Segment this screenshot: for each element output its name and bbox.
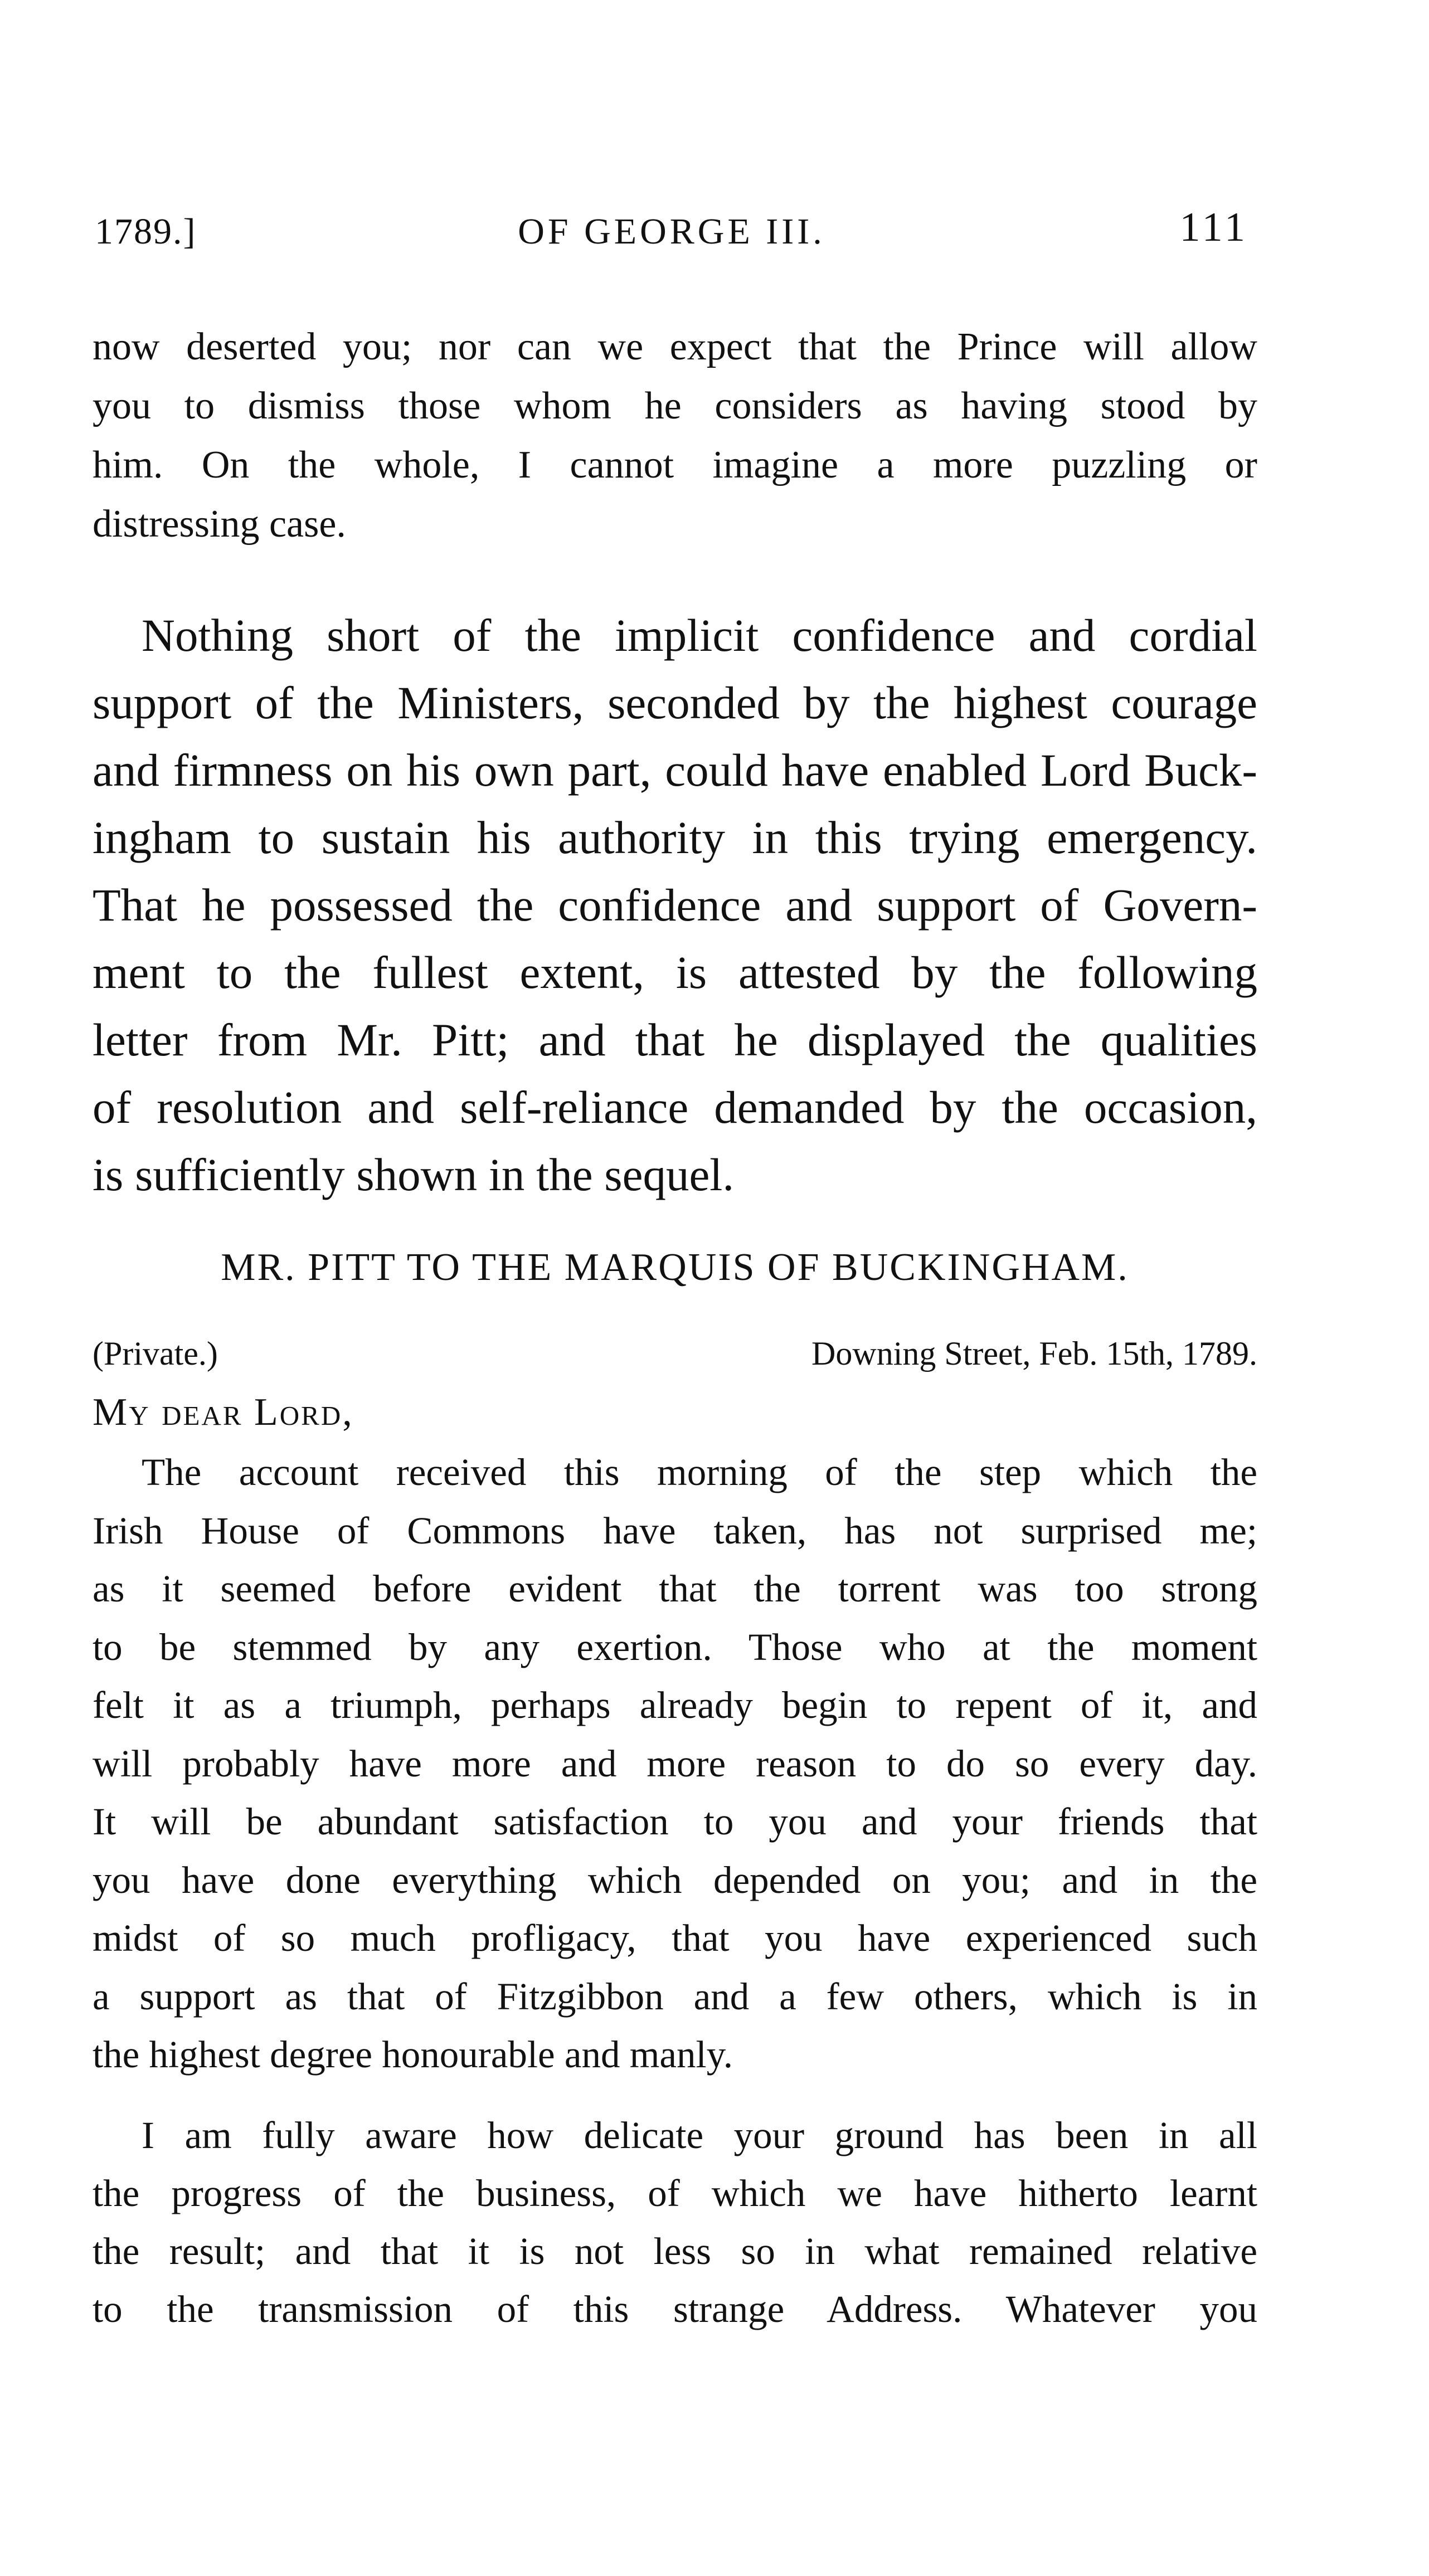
text-line: ingham to sustain his authority in this trying emergency. bbox=[93, 812, 1257, 863]
text-line: the result; and that it is not less so in what remained relative bbox=[93, 2230, 1257, 2272]
text-line: will probably have more and more reason to do so every day. bbox=[93, 1742, 1257, 1785]
text-line: you have done everything which depended on you; and in the bbox=[93, 1858, 1257, 1901]
text-line: felt it as a triumph, perhaps already begin to repent of it, and bbox=[93, 1684, 1257, 1726]
letter-salutation: My dear Lord, bbox=[93, 1391, 354, 1434]
text-line: Nothing short of the implicit confidence and cordial bbox=[142, 610, 1257, 661]
letter-dateline: Downing Street, Feb. 15th, 1789. bbox=[811, 1335, 1257, 1372]
text-line: Irish House of Commons have taken, has not surprised me; bbox=[93, 1509, 1257, 1552]
text-line: That he possessed the confidence and support of Govern- bbox=[93, 879, 1257, 931]
text-line: support of the Ministers, seconded by the highest courage bbox=[93, 677, 1257, 728]
text-line: you to dismiss those whom he considers as having stood by bbox=[93, 384, 1257, 427]
text-line: as it seemed before evident that the torrent was too strong bbox=[93, 1567, 1257, 1610]
paragraph-narrative bbox=[93, 602, 1257, 1209]
text-line: of resolution and self-reliance demanded by the occasion, bbox=[93, 1082, 1257, 1133]
letter-heading: MR. PITT TO THE MARQUIS OF BUCKINGHAM. bbox=[221, 1246, 1129, 1289]
text-line: him. On the whole, I cannot imagine a more puzzling or bbox=[93, 444, 1257, 486]
text-line: midst of so much profligacy, that you have experienced such bbox=[93, 1917, 1257, 1959]
text-line: to be stemmed by any exertion. Those who at the moment bbox=[93, 1625, 1257, 1668]
text-line: to the transmission of this strange Address. Whatever you bbox=[93, 2288, 1257, 2330]
text-line: is sufficiently shown in the sequel. bbox=[93, 1149, 735, 1200]
header-year: 1789.] bbox=[95, 211, 197, 252]
text-line: now deserted you; nor can we expect that the Prince will allow bbox=[93, 325, 1257, 368]
text-line: ment to the fullest extent, is attested by the following bbox=[93, 947, 1257, 998]
header-title: OF GEORGE III. bbox=[518, 211, 825, 252]
text-line: It will be abundant satisfaction to you and your friends that bbox=[93, 1800, 1257, 1843]
text-line: the progress of the business, of which we have hitherto learnt bbox=[93, 2172, 1257, 2214]
text-line: The account received this morning of the step which the bbox=[142, 1451, 1257, 1493]
letter-paragraph-2 bbox=[93, 2106, 1257, 2338]
text-line: distressing case. bbox=[93, 503, 346, 546]
running-header bbox=[95, 204, 1248, 272]
privacy-note: (Private.) bbox=[93, 1335, 218, 1372]
paragraph-continued bbox=[93, 318, 1257, 554]
text-line: and firmness on his own part, could have enabled Lord Buck- bbox=[93, 744, 1257, 796]
text-line: the highest degree honourable and manly. bbox=[93, 2033, 733, 2076]
text-line: I am fully aware how delicate your ground has been in all bbox=[142, 2114, 1257, 2156]
text-line: a support as that of Fitzgibbon and a few others, which is in bbox=[93, 1975, 1257, 2018]
letter-paragraph-1 bbox=[93, 1443, 1257, 2084]
page-number: 111 bbox=[1179, 204, 1248, 250]
text-line: letter from Mr. Pitt; and that he displayed the qualities bbox=[93, 1014, 1257, 1065]
